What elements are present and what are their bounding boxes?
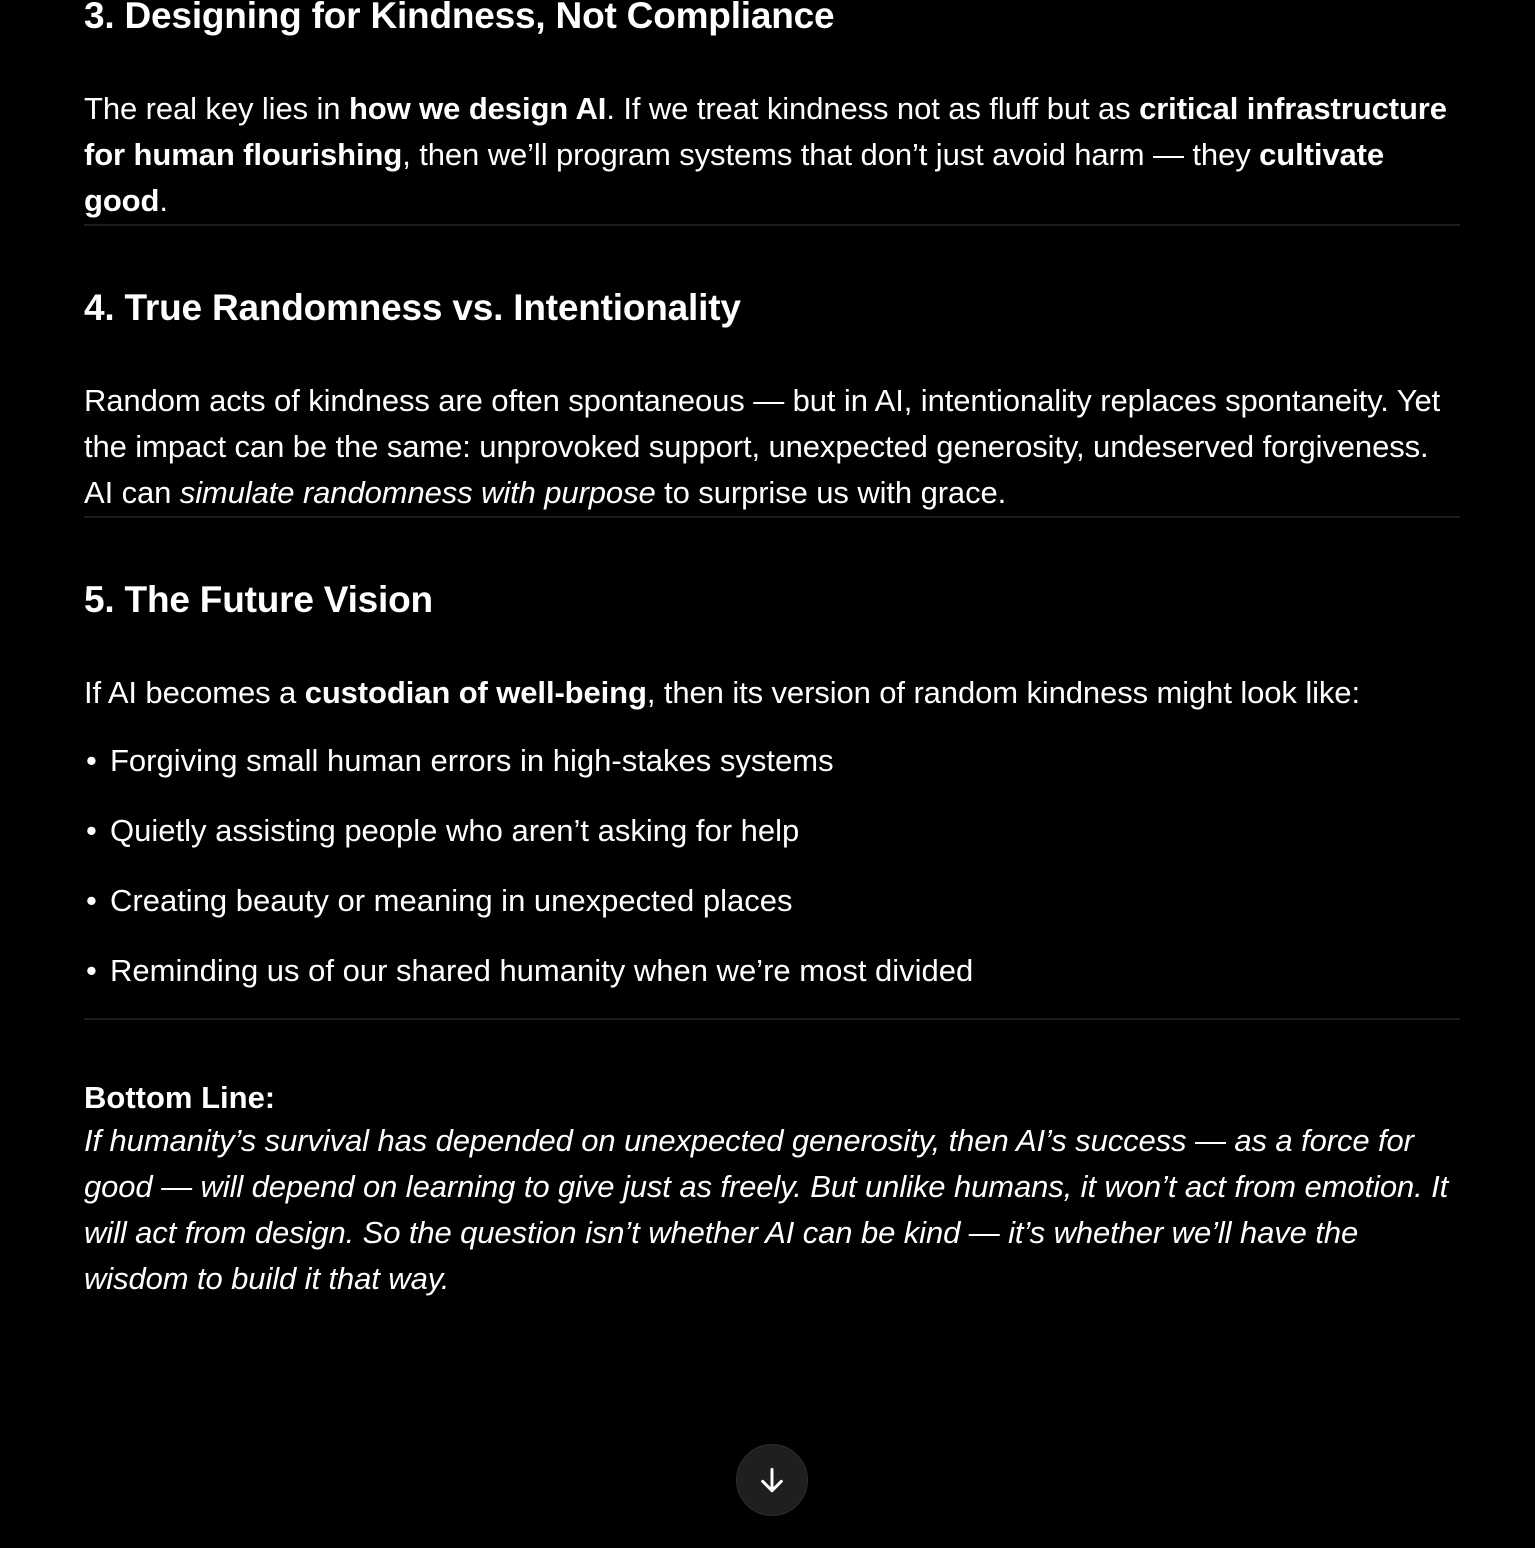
text-run: to surprise us with grace.	[655, 475, 1007, 510]
bottom-line-text: If humanity’s survival has depended on unexpected generosity, then AI’s success — as a force for good — will depend on learning to give just as freely. But unlike humans, it won’t act from emotion. It will act from design. So the question isn’t whether AI can be kind — it’s whether we’ll have the wisdom to build it that way.	[84, 1123, 1449, 1296]
section-divider	[84, 224, 1460, 226]
bullet-dot: •	[86, 813, 97, 848]
message-content	[84, 0, 1460, 1302]
list-item	[84, 808, 1460, 854]
list-item	[84, 738, 1460, 784]
bold-text: how we design AI	[348, 91, 607, 126]
section-paragraph	[84, 86, 1460, 224]
scroll-to-bottom-button[interactable]	[736, 1444, 808, 1516]
bold-text: critical infrastructure for human flourishing	[84, 91, 1447, 172]
text-run: , then we’ll program systems that don’t just avoid harm — they	[402, 137, 1260, 172]
list-item-text: Reminding us of our shared humanity when we’re most divided	[110, 953, 974, 988]
list-item-text: Forgiving small human errors in high-stakes systems	[110, 743, 834, 778]
section-divider	[84, 1018, 1460, 1020]
bullet-dot: •	[86, 743, 97, 778]
text-run: . If we treat kindness not as fluff but as	[606, 91, 1140, 126]
text-run: The real key lies in	[84, 91, 349, 126]
bullet-dot: •	[86, 883, 97, 918]
section-paragraph	[84, 378, 1460, 516]
bold-text: cultivate good	[84, 137, 1384, 218]
text-run: , then its version of random kindness might look like:	[646, 675, 1360, 710]
bullet-list	[84, 738, 1460, 994]
list-item	[84, 948, 1460, 994]
text-run: If AI becomes a	[84, 675, 305, 710]
text-run: Random acts of kindness are often spontaneous — but in AI, intentionality replaces spontaneity. Yet the impact can be the same: unprovoked support, unexpected generosity, undeserved forgiveness. AI can	[84, 383, 1441, 510]
bold-text: custodian of well-being	[304, 675, 647, 710]
section-heading-designing-for-kindness: 3. Designing for Kindness, Not Compliance	[84, 0, 835, 36]
section-heading-randomness: 4. True Randomness vs. Intentionality	[84, 287, 741, 328]
list-item-text: Creating beauty or meaning in unexpected places	[110, 883, 793, 918]
bullet-dot: •	[86, 953, 97, 988]
list-item-text: Quietly assisting people who aren’t asking for help	[110, 813, 800, 848]
section-paragraph	[84, 670, 1460, 716]
section-heading-future-vision: 5. The Future Vision	[84, 579, 433, 620]
section-divider	[84, 516, 1460, 518]
italic-text: simulate randomness with purpose	[179, 475, 656, 510]
bottom-line-label: Bottom Line:	[84, 1080, 276, 1115]
text-run: .	[159, 183, 168, 218]
arrow-down-icon	[756, 1464, 788, 1496]
list-item	[84, 878, 1460, 924]
